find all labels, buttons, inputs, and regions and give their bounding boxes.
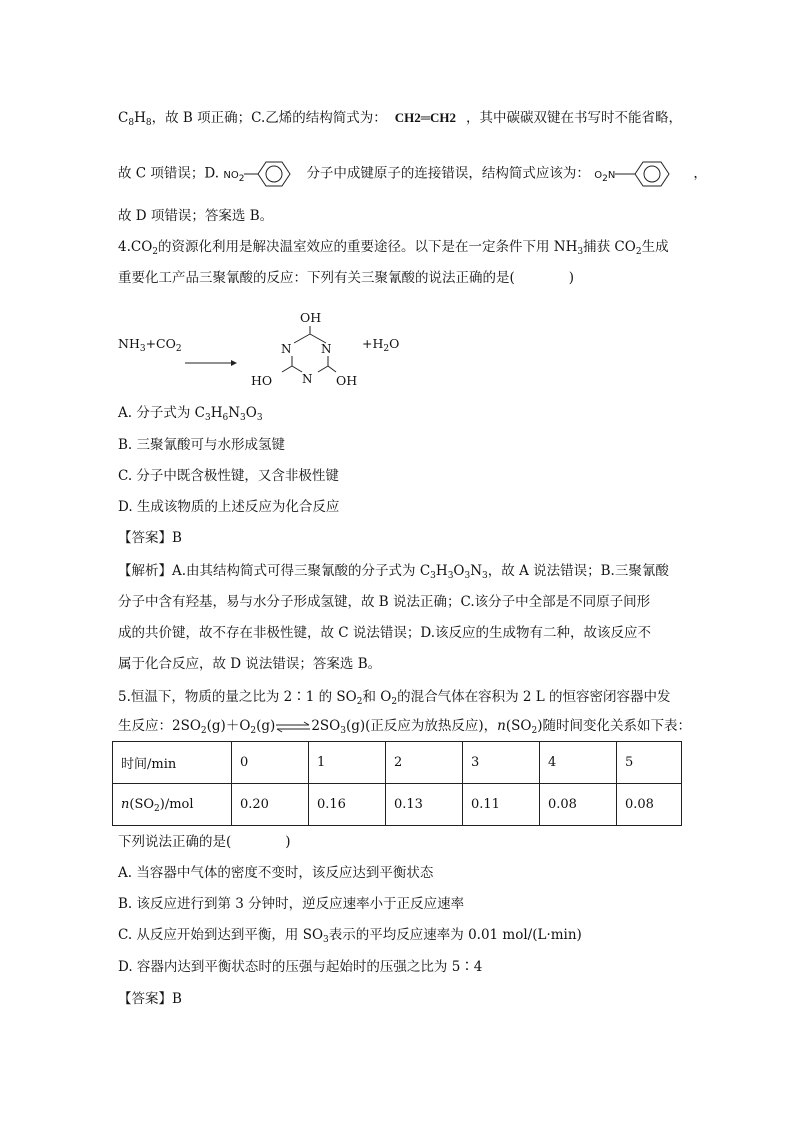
text: 故 D 项错误；答案选 B。	[118, 208, 274, 224]
text: 下列说法正确的是(	[118, 834, 232, 850]
text: 和 O	[362, 689, 392, 705]
table-cell: 5	[617, 742, 682, 784]
explanation-line-1	[118, 108, 682, 128]
nitrobenzene-wrong	[223, 169, 245, 184]
text: 表示的平均反应速率为 0.01 mol/(L·min)	[328, 927, 582, 943]
sub: 3	[577, 247, 584, 257]
sub: 2	[154, 804, 160, 814]
text: 分子中成键原子的连接错误，结构简式应该为：	[306, 165, 590, 182]
q4-explanation-line-4: 属于化合反应，故 D 说法错误；答案选 B。	[118, 656, 382, 672]
text: N	[607, 169, 616, 181]
text: ，故 B 项正确；C.乙烯的结构简式为：	[151, 110, 387, 126]
table-cell: 0	[232, 742, 309, 784]
n-bottom: N	[302, 372, 313, 386]
q4-option-b: B. 三聚氰酸可与水形成氢键	[118, 437, 286, 453]
equilibrium-arrow-icon	[275, 721, 311, 733]
sub: 2	[238, 173, 245, 184]
text: C	[118, 110, 129, 126]
text: A.由其结构简式可得三聚氰酸的分子式为 C	[172, 563, 431, 579]
q5-answer: 【答案】B	[118, 991, 182, 1007]
text: 重要化工产品三聚氰酸的反应：下列有关三聚氰酸的说法正确的是(	[118, 270, 515, 286]
text: 2SO	[311, 718, 341, 734]
text: ，故 A 说法错误；B.三聚氰酸	[487, 563, 669, 579]
table-cell: 1	[309, 742, 386, 784]
question-4-line-1	[118, 237, 669, 257]
table-header-amount	[113, 784, 232, 826]
text: ，其中碳碳双键在书写时不能省略，	[465, 110, 682, 126]
text: NH	[118, 336, 140, 351]
explanation-line-3	[118, 206, 273, 226]
table-cell: 0.11	[463, 784, 540, 826]
table-cell: 4	[540, 742, 617, 784]
q4-answer: 【答案】B	[118, 530, 182, 546]
sub: 3	[204, 413, 211, 423]
explanation-line-2	[118, 158, 707, 190]
text: (SO	[129, 797, 155, 812]
text: 【解析】	[118, 563, 172, 579]
text: N	[470, 563, 483, 579]
question-4-line-2	[118, 268, 574, 288]
table-row	[113, 784, 682, 826]
question-5-prompt	[118, 832, 291, 852]
table-cell: 0.16	[309, 784, 386, 826]
text: O	[389, 336, 400, 351]
sub: 2	[152, 247, 159, 257]
sub: 2	[531, 726, 538, 736]
sub: 2	[635, 247, 642, 257]
q5-option-a: A. 当容器中气体的密度不变时，该反应达到平衡状态	[118, 865, 434, 881]
oh-top: OH	[300, 310, 322, 325]
q4-option-d: D. 生成该物质的上述反应为化合反应	[118, 499, 340, 515]
q5-option-c	[118, 925, 582, 945]
text: 4.CO	[118, 239, 153, 255]
sub: 2	[602, 173, 608, 184]
sub: 3	[323, 935, 329, 945]
text: N	[228, 405, 241, 421]
q5-option-d: D. 容器内达到平衡状态时的压强与起始时的压强之比为 5∶4	[118, 959, 483, 975]
sub: 2	[383, 344, 390, 354]
sub: 8	[145, 118, 152, 128]
sub: 3	[340, 726, 346, 736]
so2-amount-table	[112, 741, 682, 826]
text: 的资源化利用是解决温室效应的重要途径。以下是在一定条件下用 NH	[158, 239, 578, 255]
product-water	[362, 336, 400, 354]
question-5-line-2	[118, 716, 691, 736]
text: 5.恒温下，物质的量之比为 2∶1 的 SO	[118, 689, 357, 705]
text: )	[568, 270, 575, 286]
sub: 3	[139, 344, 146, 354]
text: O	[594, 169, 603, 181]
text: C. 从反应开始到达到平衡，用 SO	[118, 927, 324, 943]
oh-right: OH	[336, 373, 358, 388]
n-left: N	[281, 342, 292, 356]
text: n	[121, 797, 130, 812]
text: +H	[362, 336, 384, 351]
text: ，	[693, 165, 707, 182]
sub: 3	[464, 571, 471, 581]
text: (g)(正反应为放热反应)，	[345, 718, 498, 734]
q5-option-b: B. 该反应进行到第 3 分钟时，逆反应速率小于正反应速率	[118, 896, 465, 912]
sub: 6	[222, 413, 229, 423]
sub: 2	[356, 697, 363, 707]
text: 故 C 项错误；D.	[118, 165, 220, 182]
text: )随时间变化关系如下表：	[537, 718, 691, 734]
q4-option-c: C. 分子中既含极性键，又含非极性键	[118, 468, 339, 484]
text: (g)＋O	[206, 718, 251, 734]
text: n	[497, 718, 506, 734]
text: A. 分子式为 C	[118, 405, 205, 421]
table-cell: 0.08	[617, 784, 682, 826]
sub: 3	[482, 571, 488, 581]
table-cell: 0.13	[386, 784, 463, 826]
text: 生反应：2SO	[118, 718, 201, 734]
nitrobenzene-correct	[594, 169, 616, 184]
text: (SO	[505, 718, 532, 734]
question-5-line-1	[118, 687, 671, 707]
table-cell: 0.20	[232, 784, 309, 826]
sub: 2	[175, 344, 182, 354]
sub: 2	[200, 726, 207, 736]
benzene-ring-icon	[615, 158, 685, 190]
reactants	[118, 336, 182, 354]
sub: 2	[250, 726, 257, 736]
ethylene-formula: CH2═CH2	[394, 110, 456, 125]
text: )	[285, 834, 291, 850]
text: 生成	[641, 239, 669, 255]
table-row	[113, 742, 682, 784]
sub: 3	[240, 413, 246, 423]
ho-left: HO	[251, 373, 273, 388]
table-header-time: 时间/min	[113, 742, 232, 784]
text: O	[453, 563, 465, 579]
text: H	[134, 110, 146, 126]
q4-explanation-line-3: 成的共价键，故不存在非极性键，故 C 说法错误；D.该反应的生成物有二种，故该反应不	[118, 625, 652, 641]
sub: 8	[128, 118, 135, 128]
sub: 3	[447, 571, 454, 581]
text: 的混合气体在容积为 2 L 的恒容密闭容器中发	[397, 689, 671, 705]
n-right: N	[321, 342, 332, 356]
text: (g)	[256, 718, 276, 734]
table-cell: 3	[463, 742, 540, 784]
benzene-ring-icon	[244, 158, 306, 190]
text: O	[245, 405, 257, 421]
sub: 2	[391, 697, 398, 707]
q4-explanation-line-2: 分子中含有羟基，易与水分子形成氢键，故 B 说法正确；C.该分子中全部是不同原子间形	[118, 594, 651, 610]
text: NO	[223, 169, 239, 181]
q4-explanation-line-1	[118, 561, 669, 581]
table-cell: 0.08	[540, 784, 617, 826]
q4-option-a	[118, 403, 263, 423]
text: 捕获 CO	[583, 239, 636, 255]
text: +CO	[145, 336, 176, 351]
text: H	[210, 405, 223, 421]
text: )/mol	[159, 797, 194, 812]
text: H	[435, 563, 448, 579]
reaction-arrow-icon	[185, 358, 237, 368]
table-cell: 2	[386, 742, 463, 784]
sub: 3	[430, 571, 436, 581]
sub: 3	[256, 413, 263, 423]
